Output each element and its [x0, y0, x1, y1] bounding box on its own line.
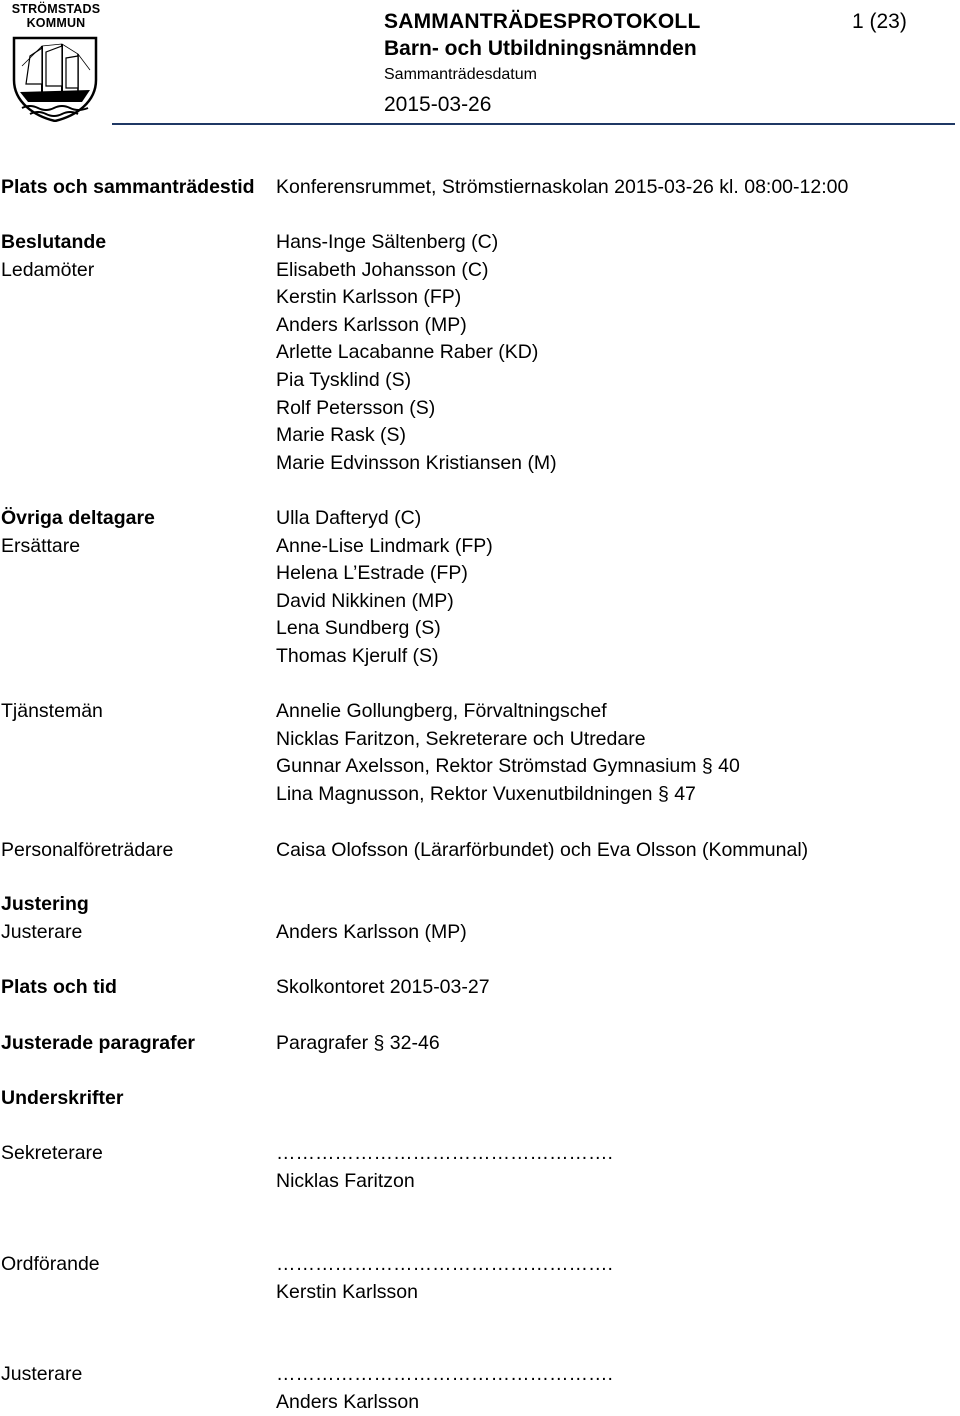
staff-reps-label: Personalföreträdare: [1, 839, 174, 861]
meeting-date: 2015-03-26: [384, 93, 492, 116]
members-label: Ledamöter: [1, 258, 95, 281]
list-item: Anders Karlsson (MP): [276, 313, 467, 336]
officials-label: Tjänstemän: [1, 700, 103, 722]
list-item: Lina Magnusson, Rektor Vuxenutbildningen § 47: [276, 782, 696, 805]
members-list: [276, 229, 956, 477]
list-item: Arlette Lacabanne Raber (KD): [276, 341, 539, 364]
list-item: Pia Tysklind (S): [276, 368, 412, 391]
list-item: Kerstin Karlsson (FP): [276, 286, 462, 309]
signature-role: Justerare: [1, 1363, 83, 1385]
officials-list: [276, 698, 956, 808]
signature-line: …………………………………………….: [276, 1363, 613, 1385]
adjuster-label: Justerare: [1, 920, 83, 943]
municipality-name: [0, 2, 112, 30]
page-header: [0, 0, 960, 126]
adjuster-value: Anders Karlsson (MP): [276, 920, 467, 943]
list-item: Hans-Inge Sältenberg (C): [276, 231, 499, 253]
adjustment-heading: Justering: [1, 893, 89, 915]
signature-role: Ordförande: [1, 1253, 100, 1275]
list-item: Thomas Kjerulf (S): [276, 644, 439, 667]
list-item: Rolf Petersson (S): [276, 396, 436, 419]
adjustment-place-label: Plats och tid: [1, 976, 117, 998]
paragraphs-label: Justerade paragrafer: [1, 1032, 196, 1054]
others-heading: Övriga deltagare: [1, 507, 155, 529]
substitutes-list: [276, 505, 956, 671]
list-item: Marie Rask (S): [276, 424, 407, 447]
page-number: 1 (23): [852, 10, 907, 33]
signature-name: Kerstin Karlsson: [276, 1280, 418, 1303]
list-item: Ulla Dafteryd (C): [276, 507, 422, 529]
list-item: Annelie Gollungberg, Förvaltningschef: [276, 700, 607, 722]
signature-line: …………………………………………….: [276, 1253, 613, 1275]
document-title: SAMMANTRÄDESPROTOKOLL: [384, 10, 701, 33]
municipality-line-1: STRÖMSTADS: [11, 2, 101, 16]
list-item: Elisabeth Johansson (C): [276, 258, 489, 281]
adjustment-place-value: Skolkontoret 2015-03-27: [276, 976, 490, 998]
list-item: Marie Edvinsson Kristiansen (M): [276, 451, 557, 474]
list-item: Helena L’Estrade (FP): [276, 562, 468, 585]
list-item: David Nikkinen (MP): [276, 589, 454, 612]
substitutes-label: Ersättare: [1, 534, 81, 557]
header-divider: [112, 123, 955, 125]
signatures-heading: Underskrifter: [1, 1087, 124, 1109]
signature-name: Nicklas Faritzon: [276, 1169, 415, 1192]
meeting-place-value: Konferensrummet, Strömstiernaskolan 2015-03-26 kl. 08:00-12:00: [276, 176, 849, 198]
paragraphs-value: Paragrafer § 32-46: [276, 1032, 440, 1054]
list-item: Gunnar Axelsson, Rektor Strömstad Gymnasium § 40: [276, 755, 740, 778]
signature-role: Sekreterare: [1, 1142, 103, 1164]
meeting-place-label: Plats och sammanträdestid: [1, 176, 255, 198]
list-item: Nicklas Faritzon, Sekreterare och Utredare: [276, 727, 646, 750]
list-item: Anne-Lise Lindmark (FP): [276, 534, 493, 557]
signature-line: …………………………………………….: [276, 1142, 613, 1164]
list-item: Lena Sundberg (S): [276, 617, 441, 640]
signature-name: Anders Karlsson: [276, 1390, 420, 1413]
municipality-line-2: KOMMUN: [26, 16, 86, 30]
committee-name: Barn- och Utbildningsnämnden: [384, 37, 697, 60]
meeting-date-label: Sammanträdesdatum: [384, 66, 537, 83]
deciding-heading: Beslutande: [1, 231, 107, 253]
coat-of-arms-logo: [12, 36, 98, 122]
staff-reps-value: Caisa Olofsson (Lärarförbundet) och Eva Olsson (Kommunal): [276, 839, 809, 861]
